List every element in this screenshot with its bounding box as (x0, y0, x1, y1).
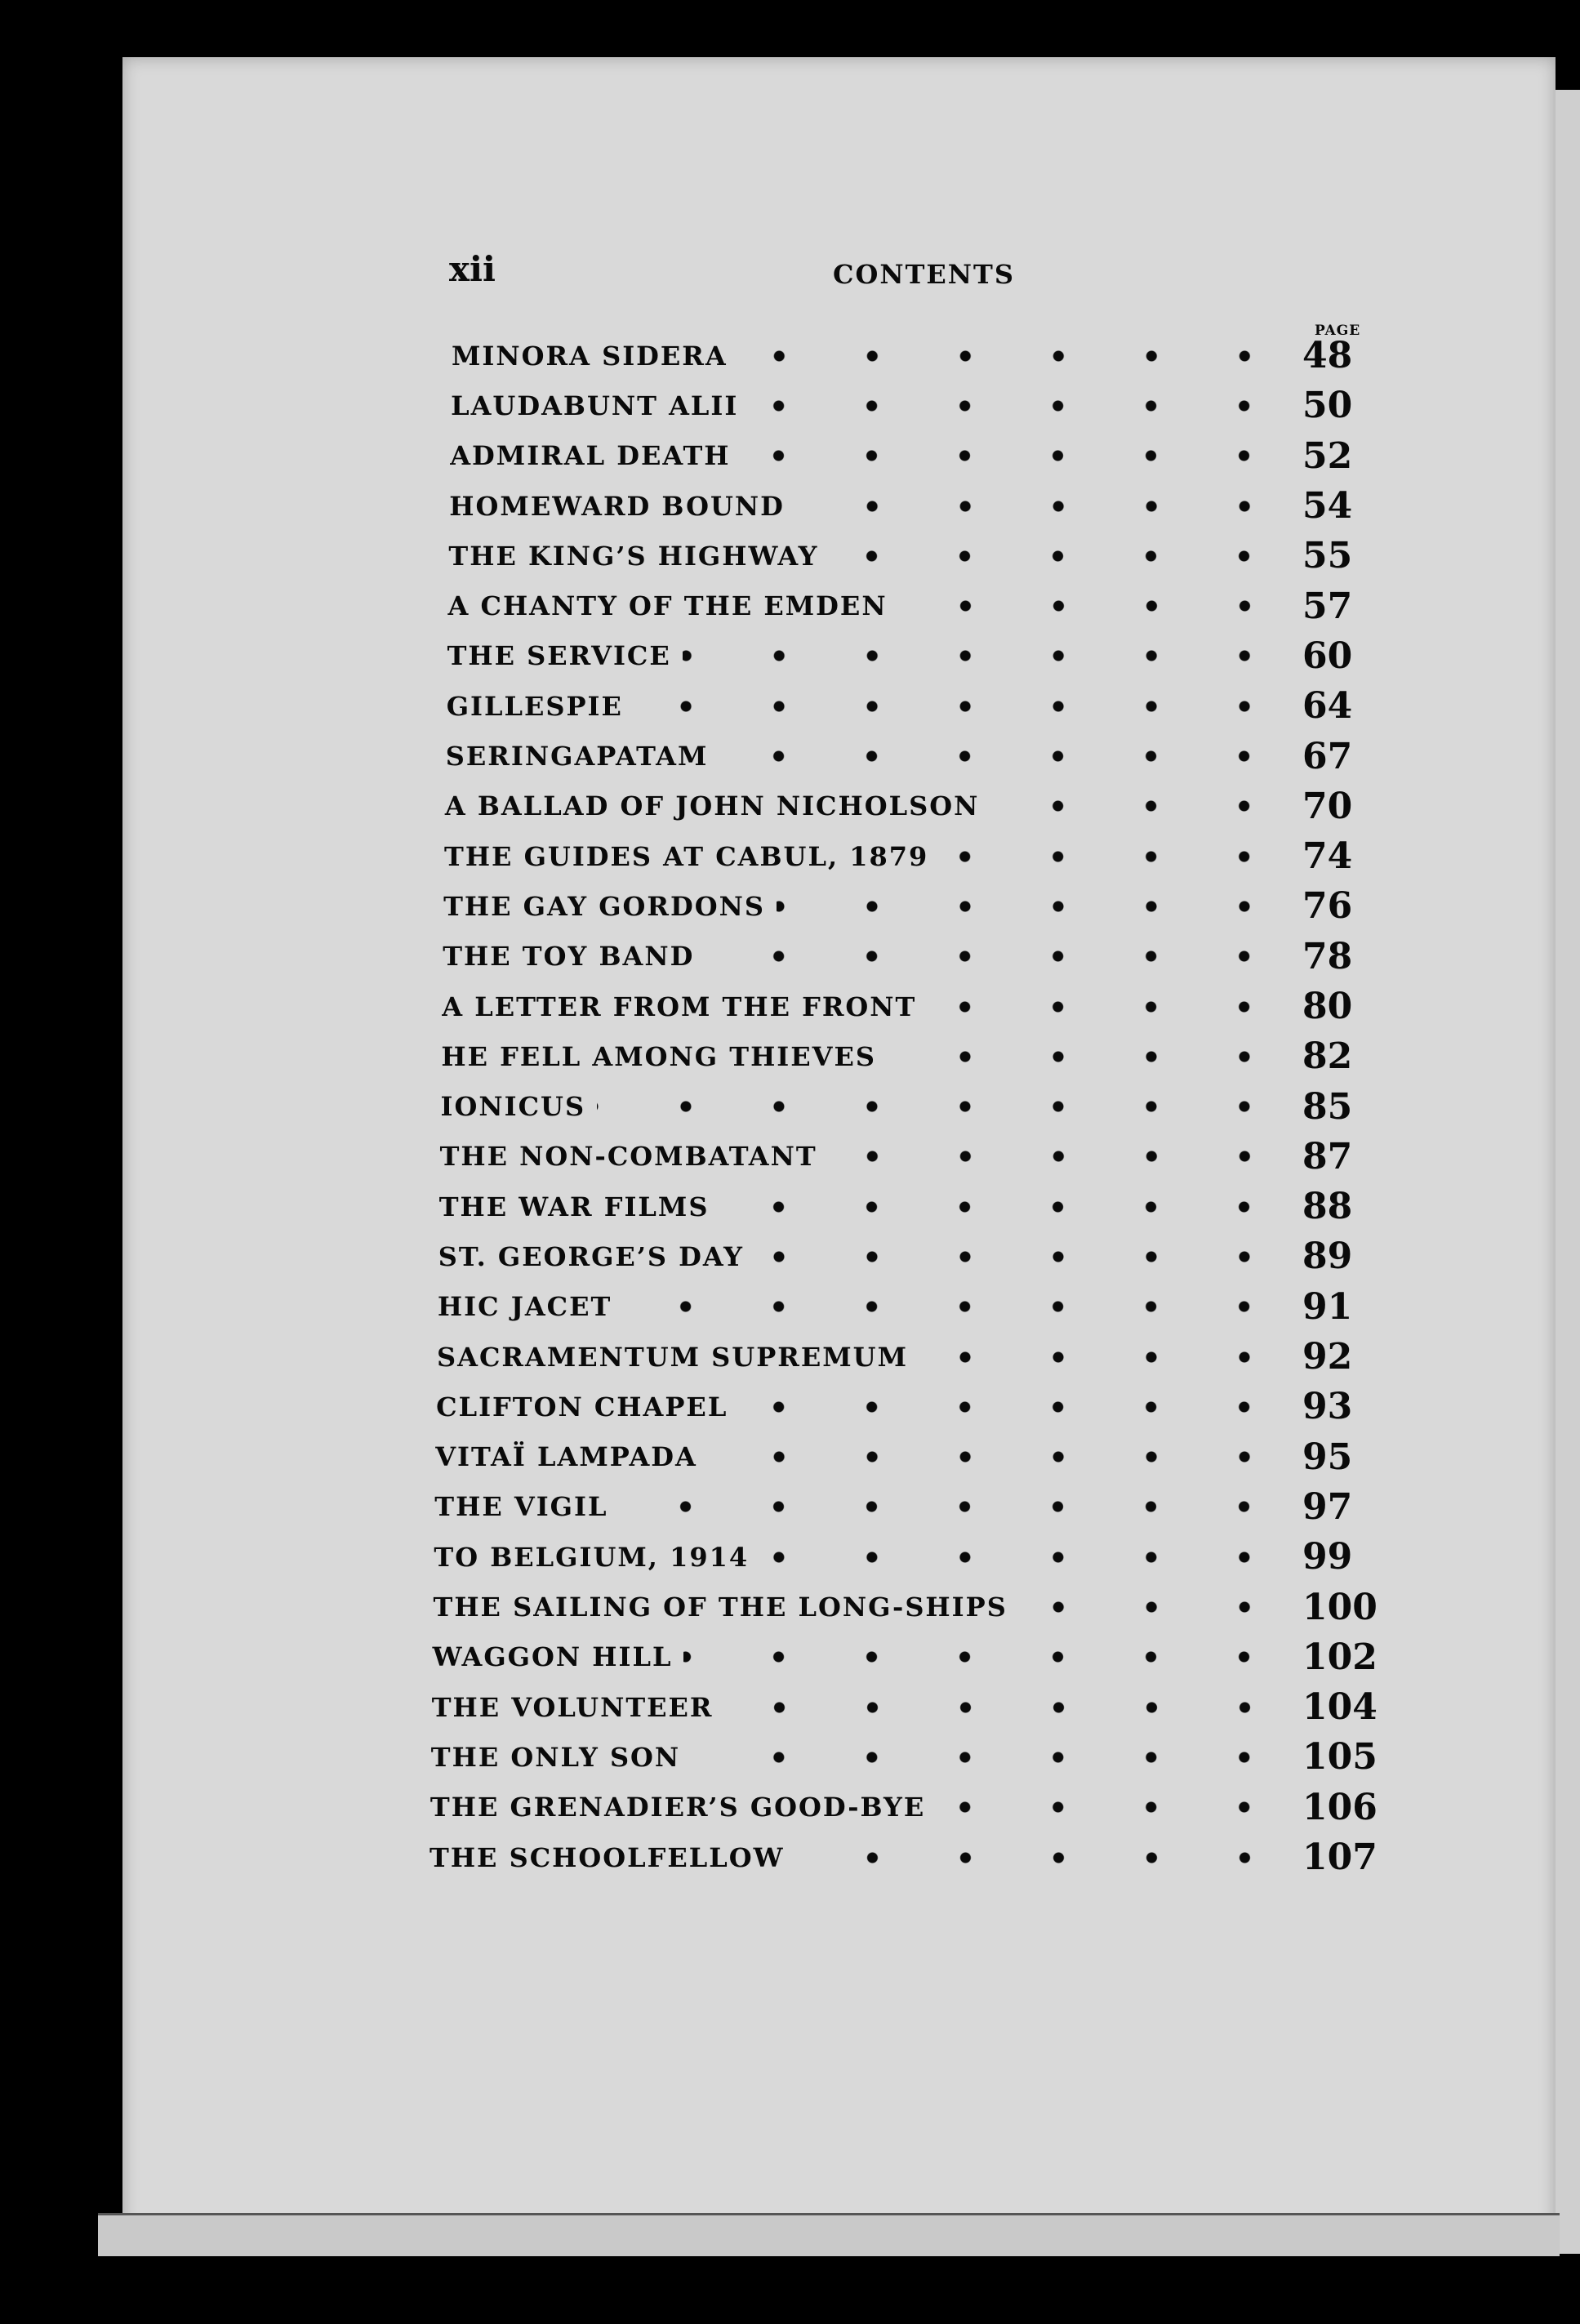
dot-leader (760, 1552, 1291, 1563)
toc-entry (429, 1182, 1376, 1231)
toc-entry (429, 1132, 1376, 1182)
toc-entry-title: THE GAY GORDONS (443, 890, 765, 922)
dot-leader (597, 1101, 1291, 1112)
toc-entry-title: ST. GEORGE’S DAY (438, 1240, 744, 1272)
dot-leader (719, 750, 1291, 762)
toc-entry-title: SACRAMENTUM SUPREMUM (437, 1341, 908, 1373)
toc-entry-page: 100 (1302, 1586, 1377, 1628)
dot-leader (750, 400, 1291, 412)
toc-entry-page: 106 (1302, 1786, 1377, 1828)
toc-entry (429, 431, 1376, 481)
toc-entry-page: 105 (1302, 1736, 1377, 1779)
toc-entry-page: 91 (1302, 1285, 1353, 1328)
table-of-contents (429, 331, 1376, 1882)
toc-entry-page: 88 (1302, 1186, 1353, 1228)
dot-leader (888, 1051, 1291, 1062)
page-number-roman: xii (449, 249, 496, 289)
toc-entry-page: 85 (1302, 1085, 1353, 1128)
toc-entry-title: THE SAILING OF THE LONG-SHIPS (433, 1592, 1008, 1623)
toc-entry-page: 64 (1302, 685, 1353, 728)
dot-leader (1019, 1601, 1291, 1613)
toc-entry (429, 1031, 1376, 1081)
toc-entry (429, 1282, 1376, 1332)
toc-entry-title: HE FELL AMONG THIEVES (441, 1040, 876, 1072)
toc-entry-title: HOMEWARD BOUND (449, 490, 785, 522)
toc-entry-page: 60 (1302, 634, 1353, 677)
toc-entry (429, 932, 1376, 982)
toc-entry-page: 92 (1302, 1336, 1353, 1378)
toc-entry-page: 102 (1302, 1636, 1377, 1678)
toc-entry (429, 1081, 1376, 1131)
dot-leader (940, 851, 1291, 862)
toc-entry-title: GILLESPIE (446, 690, 623, 722)
toc-entry (429, 1231, 1376, 1281)
toc-entry-title: THE KING’S HIGHWAY (448, 540, 819, 572)
toc-entry (429, 1632, 1376, 1682)
toc-entry-title: THE SERVICE (447, 640, 671, 672)
dot-leader (692, 1752, 1291, 1763)
dot-leader (755, 1251, 1291, 1262)
toc-entry-page: 87 (1302, 1135, 1353, 1178)
dot-leader (777, 901, 1291, 912)
toc-entry-title: MINORA SIDERA (452, 340, 728, 372)
toc-entry-title: TO BELGIUM, 1914 (434, 1541, 750, 1573)
toc-entry (429, 982, 1376, 1031)
dot-leader (829, 1151, 1291, 1162)
toc-entry (429, 481, 1376, 531)
toc-entry (429, 681, 1376, 731)
dot-leader (623, 1301, 1291, 1312)
toc-entry-title: THE VIGIL (434, 1491, 608, 1523)
toc-entry (429, 1382, 1376, 1431)
toc-entry-title: A BALLAD OF JOHN NICHOLSON (444, 790, 980, 822)
toc-entry-page: 97 (1302, 1485, 1353, 1528)
toc-entry-title: LAUDABUNT ALII (451, 390, 739, 421)
toc-entry-page: 80 (1302, 986, 1353, 1027)
toc-entry-title: ADMIRAL DEATH (450, 440, 731, 472)
toc-entry-page: 52 (1302, 434, 1353, 477)
dot-leader (937, 1801, 1291, 1813)
dot-leader (634, 701, 1291, 712)
page-bottom-edge (98, 2213, 1560, 2256)
toc-entry-page: 95 (1302, 1436, 1353, 1478)
toc-entry (429, 1832, 1376, 1882)
dot-leader (919, 1351, 1291, 1363)
toc-entry (429, 1532, 1376, 1582)
toc-entry-page: 70 (1302, 785, 1353, 827)
running-title: CONTENTS (833, 259, 1015, 290)
toc-entry-title: THE NON-COMBATANT (439, 1141, 817, 1173)
page-header (449, 249, 1364, 306)
toc-entry-title: A LETTER FROM THE FRONT (442, 991, 917, 1022)
dot-leader (683, 650, 1291, 661)
page-column-label: PAGE (1315, 323, 1361, 339)
toc-entry-page: 55 (1302, 535, 1353, 577)
toc-entry-title: VITAÏ LAMPADA (435, 1441, 697, 1473)
toc-entry-page: 54 (1302, 485, 1353, 528)
dot-leader (683, 1651, 1291, 1663)
toc-entry-page: 104 (1302, 1686, 1377, 1729)
dot-leader (705, 951, 1291, 962)
toc-entry (429, 731, 1376, 781)
dot-leader (990, 800, 1291, 812)
dot-leader (928, 1001, 1291, 1013)
toc-entry (429, 1432, 1376, 1482)
toc-entry-title: THE TOY BAND (443, 941, 695, 973)
toc-entry-page: 78 (1302, 935, 1353, 977)
toc-entry-title: THE SCHOOLFELLOW (429, 1841, 785, 1873)
dot-leader (739, 1401, 1291, 1413)
toc-entry-title: THE WAR FILMS (438, 1191, 710, 1222)
toc-entry-page: 74 (1302, 835, 1353, 878)
toc-entry-title: WAGGON HILL (432, 1641, 673, 1673)
toc-entry-title: HIC JACET (437, 1291, 612, 1323)
toc-entry-title: A CHANTY OF THE EMDEN (447, 590, 888, 622)
toc-entry (429, 781, 1376, 831)
toc-entry-page: 107 (1302, 1836, 1377, 1879)
toc-entry (429, 1582, 1376, 1632)
toc-entry-title: THE VOLUNTEER (431, 1691, 714, 1723)
dot-leader (725, 1702, 1292, 1713)
toc-entry-page: 82 (1302, 1035, 1353, 1078)
book-edge (1556, 90, 1580, 2254)
toc-entry-page: 93 (1302, 1386, 1353, 1428)
dot-leader (796, 501, 1291, 512)
dot-leader (739, 350, 1291, 362)
dot-leader (741, 450, 1291, 461)
toc-entry (429, 631, 1376, 681)
toc-entry-title: SERINGAPATAM (445, 741, 709, 772)
toc-entry-page: 67 (1302, 735, 1353, 777)
dot-leader (720, 1201, 1291, 1213)
dot-leader (619, 1501, 1291, 1512)
toc-entry (429, 1332, 1376, 1382)
toc-entry (429, 831, 1376, 881)
toc-entry-title: CLIFTON CHAPEL (436, 1391, 728, 1422)
toc-entry (429, 1783, 1376, 1832)
dot-leader (709, 1451, 1291, 1463)
toc-entry-page: 76 (1302, 885, 1353, 928)
toc-entry (429, 581, 1376, 630)
toc-entry (429, 531, 1376, 581)
toc-entry-page: 99 (1302, 1536, 1353, 1578)
toc-entry (429, 1682, 1376, 1732)
dot-leader (830, 550, 1291, 562)
toc-entry-page: 50 (1302, 385, 1353, 427)
toc-entry (429, 381, 1376, 430)
toc-entry (429, 1732, 1376, 1782)
toc-entry-page: 89 (1302, 1235, 1353, 1278)
toc-entry (429, 881, 1376, 931)
dot-leader (796, 1852, 1291, 1863)
toc-entry-title: THE GUIDES AT CABUL, 1879 (444, 840, 929, 872)
toc-entry-title: IONICUS (440, 1091, 586, 1123)
toc-entry (429, 331, 1376, 381)
dot-leader (899, 600, 1291, 612)
toc-entry-title: THE GRENADIER’S GOOD-BYE (429, 1792, 926, 1823)
toc-entry-page: 48 (1302, 335, 1353, 377)
toc-entry (429, 1482, 1376, 1532)
toc-entry-page: 57 (1302, 585, 1353, 627)
toc-entry-title: THE ONLY SON (430, 1741, 681, 1773)
